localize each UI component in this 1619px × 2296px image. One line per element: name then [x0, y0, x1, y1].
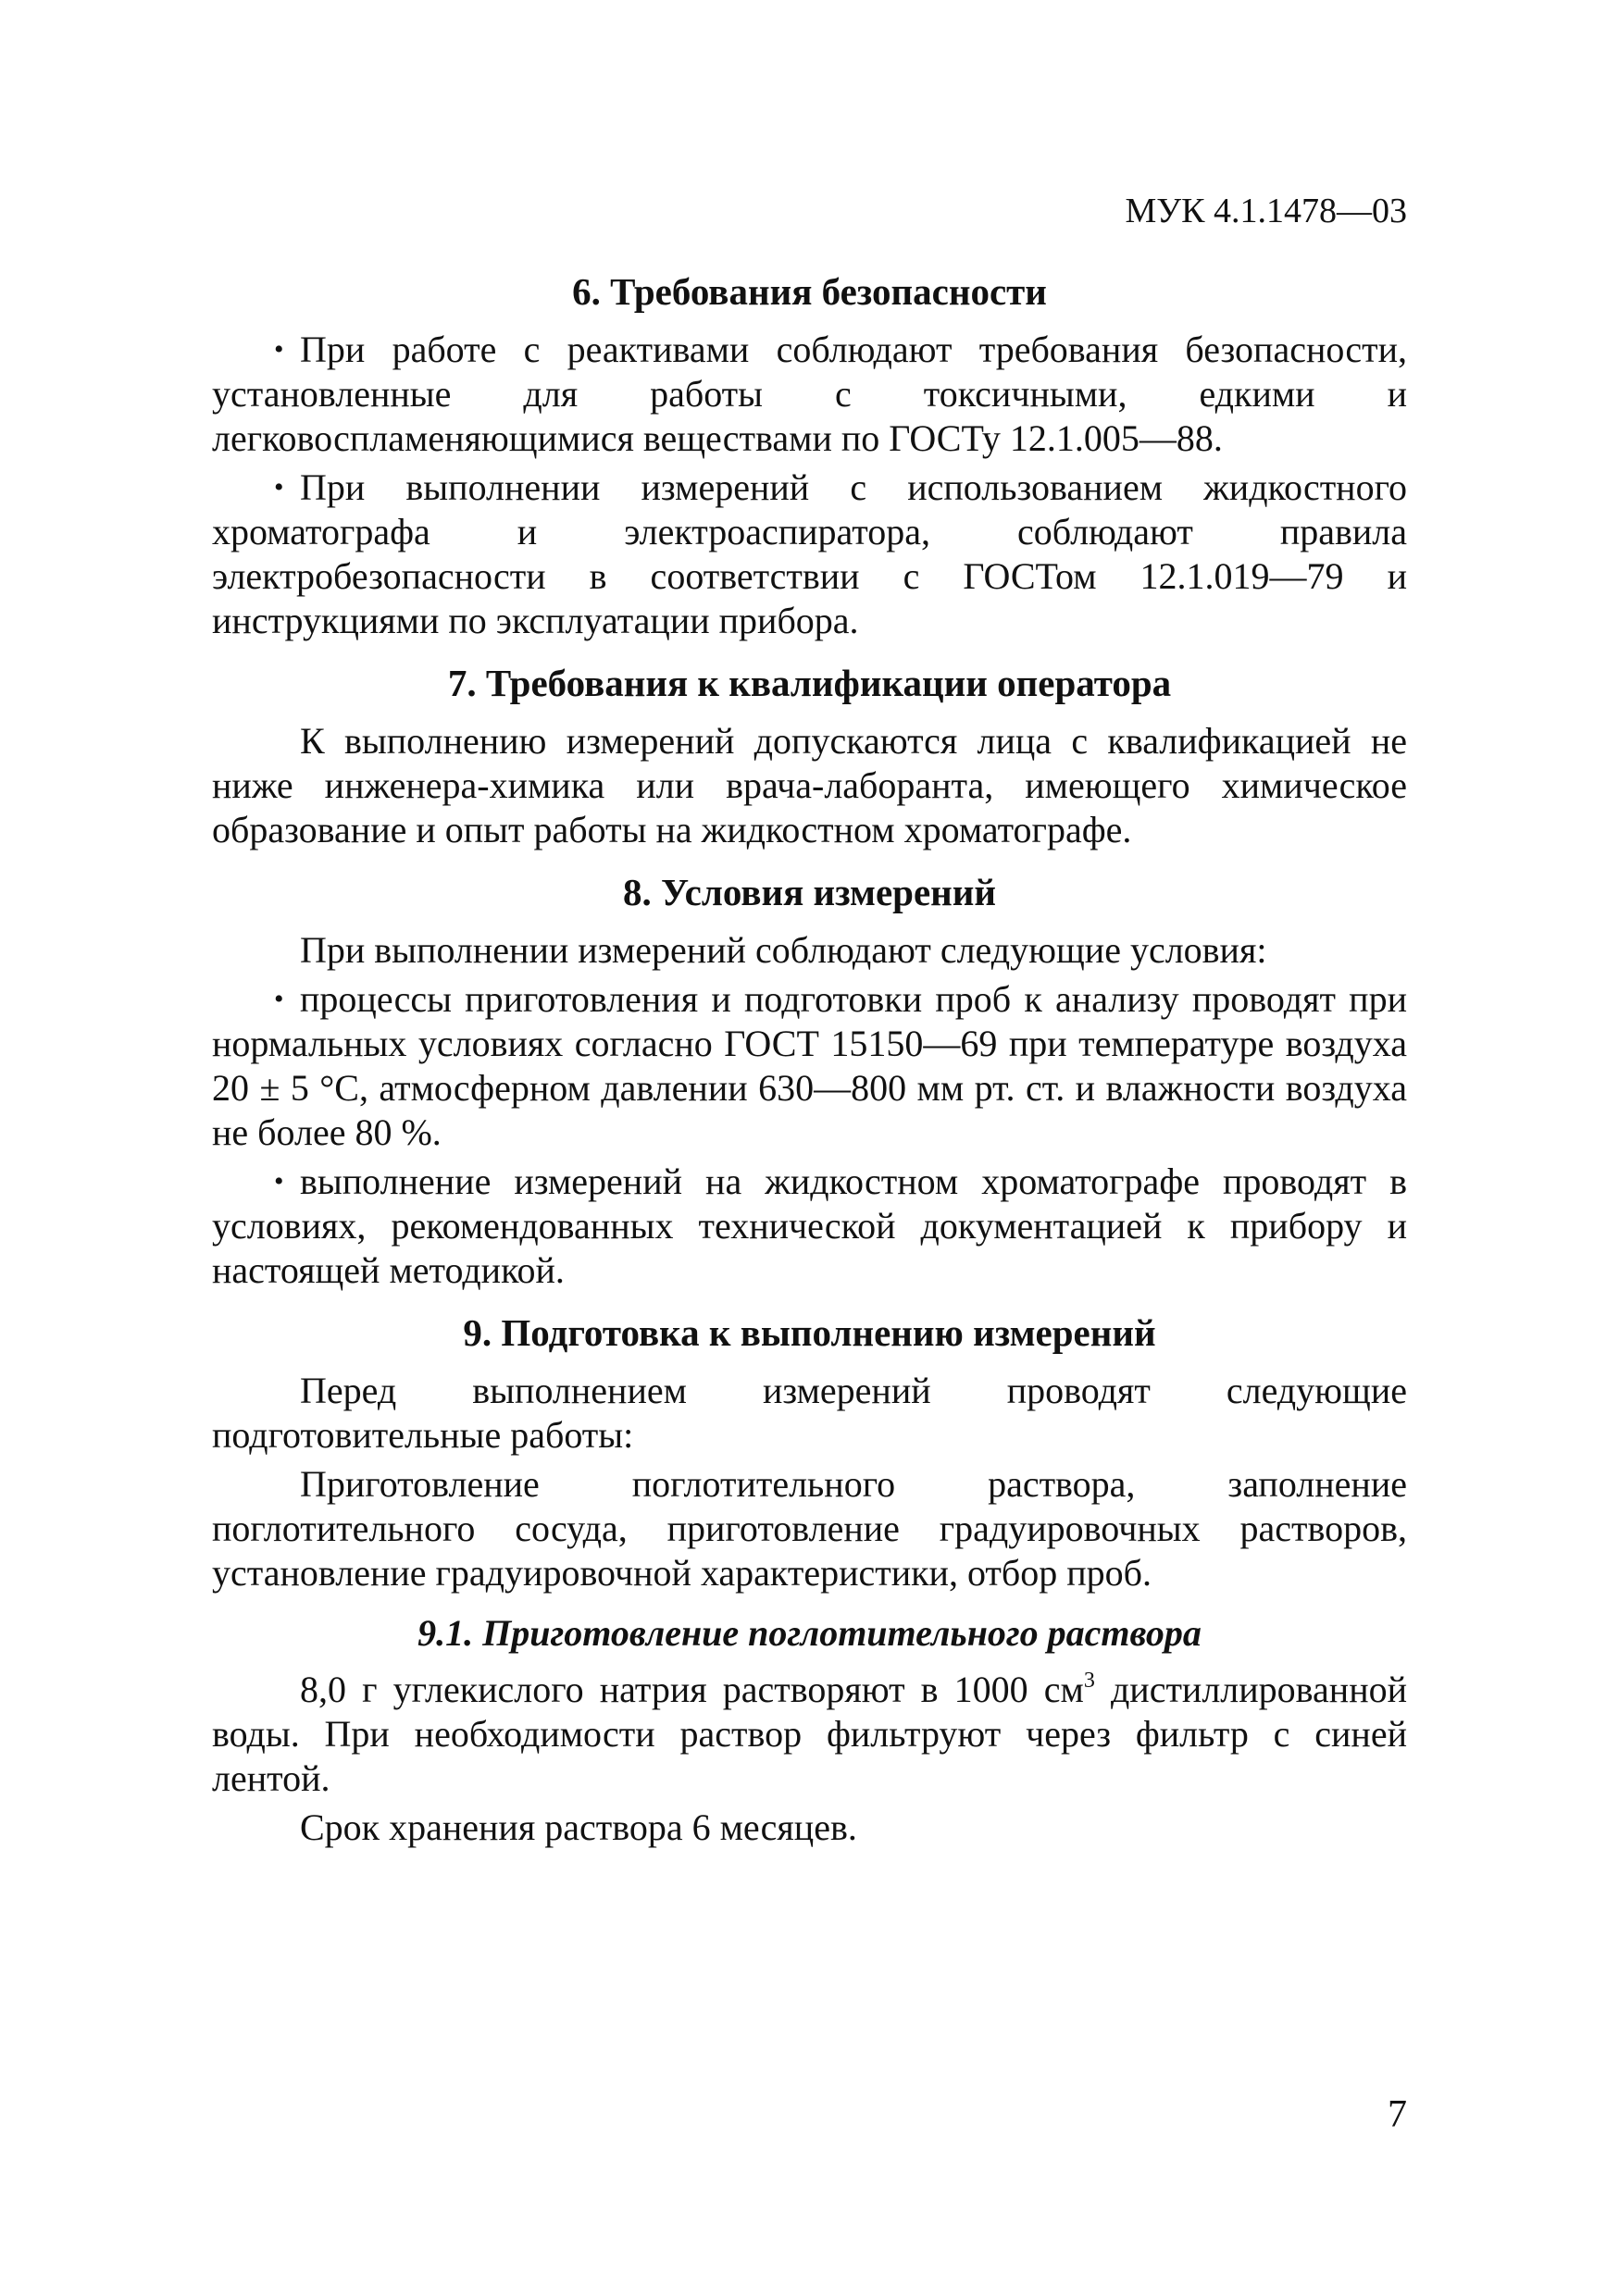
section-7-title: 7. Требования к квалификации оператора	[447, 662, 1172, 704]
section-9-title: 9. Подготовка к выполнению измерений	[463, 1311, 1156, 1354]
subsection-9-1-paragraph-1: 8,0 г углекислого натрия растворяют в 1000 $см^3$ дистиллированной воды. При необходимости раствор фильтруют через фильтр с синей лентой.	[212, 1669, 1407, 1799]
bullet-icon: •	[274, 472, 284, 503]
section-6-bullet-1: • При работе с реактивами соблюдают требования безопасности, установленные для работы с токсичными, едкими и легковоспламеняющимися веществами по ГОСТу 12.1.005—88.	[212, 329, 1407, 459]
bullet-icon: •	[274, 984, 284, 1014]
document-code-header: МУК 4.1.1478—03	[1125, 192, 1407, 230]
bullet-icon: •	[274, 334, 284, 365]
section-8-title: 8. Условия измерений	[622, 871, 997, 913]
section-9-paragraph-1: Перед выполнением измерений проводят следующие подготовительные работы:	[212, 1370, 1407, 1456]
section-8-bullet-1: • процессы приготовления и подготовки проб к анализу проводят при нормальных условиях согласно ГОСТ 15150—69 при температуре воздуха 20 ± 5 °С, атмосферном давлении 630—800 мм рт. ст. и влажности воздуха не более 80 %.	[212, 978, 1407, 1153]
section-8-bullet-2: • выполнение измерений на жидкостном хроматографе проводят в условиях, рекомендованных технической документацией к прибору и настоящей методикой.	[212, 1160, 1407, 1291]
page-number: 7	[1388, 2093, 1407, 2136]
section-6-bullet-2: • При выполнении измерений с использованием жидкостного хроматографа и электроаспиратора, соблюдают правила электробезопасности в соответствии с ГОСТом 12.1.019—79 и инструкциями по эксплуатации прибора.	[212, 466, 1407, 641]
section-8-intro: При выполнении измерений соблюдают следующие условия:	[300, 929, 1267, 971]
subsection-9-1-paragraph-2: Срок хранения раствора 6 месяцев.	[300, 1806, 857, 1848]
section-7-paragraph: К выполнению измерений допускаются лица с квалификацией не ниже инженера-химика или врача-лаборанта, имеющего химическое образование и опыт работы на жидкостном хроматографе.	[212, 720, 1407, 850]
subsection-9-1-title: 9.1. Приготовление поглотительного раствора	[417, 1612, 1202, 1654]
superscript-exponent: 3	[1083, 1669, 1095, 1693]
section-6-title: 6. Требования безопасности	[572, 270, 1047, 313]
section-9-paragraph-2: Приготовление поглотительного раствора, заполнение поглотительного сосуда, приготовление градуировочных растворов, установление градуировочной характеристики, отбор проб.	[212, 1463, 1407, 1594]
bullet-icon: •	[274, 1166, 284, 1197]
page-content	[212, 268, 1407, 1850]
